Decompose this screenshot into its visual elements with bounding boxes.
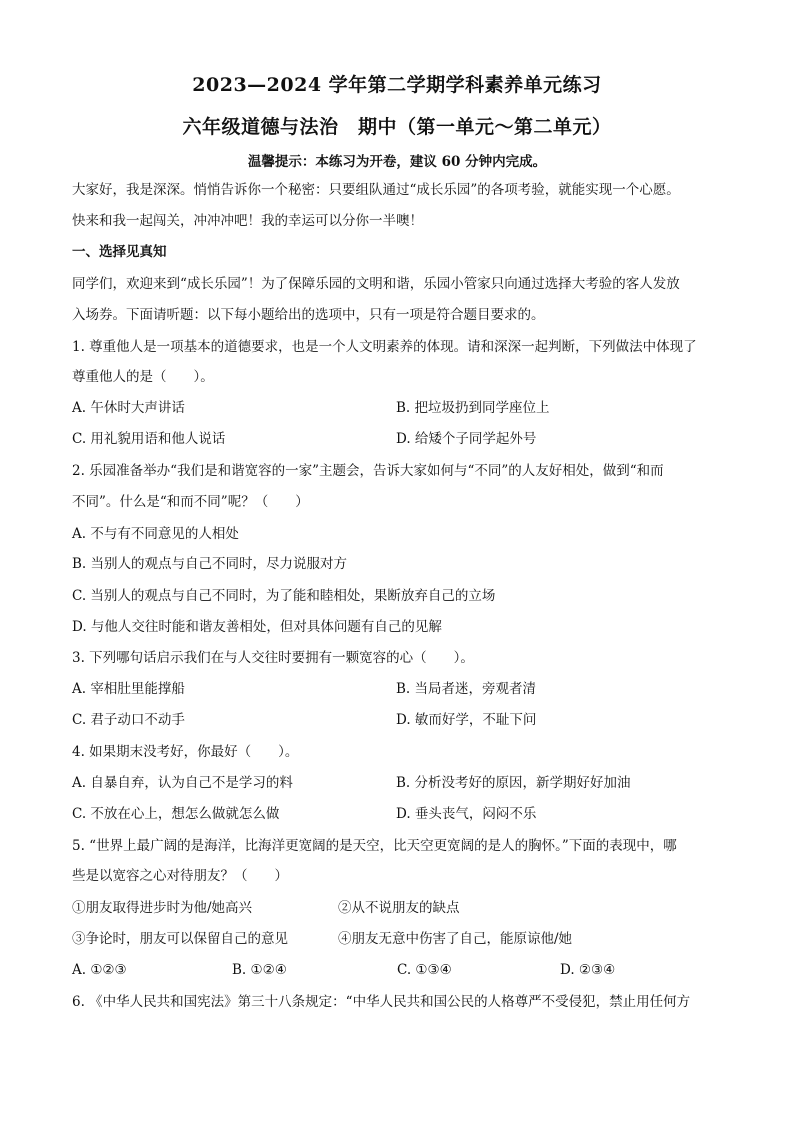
q1-option-a: A. 午休时大声讲话 bbox=[72, 400, 185, 416]
exam-title: 2023—2024 学年第二学期学科素养单元练习 bbox=[192, 74, 602, 96]
q5-statement-3: ③争论时，朋友可以保留自己的意见 bbox=[72, 931, 288, 947]
q1-stem-line-1: 1. 尊重他人是一项基本的道德要求，也是一个人文明素养的体现。请和深深一起判断，下列做法中体现了 bbox=[72, 339, 697, 355]
exam-subtitle: 六年级道德与法治 期中（第一单元～第二单元） bbox=[182, 116, 612, 138]
q1-option-b: B. 把垃圾扔到同学座位上 bbox=[396, 400, 550, 416]
q5-stem-line-1: 5. “世界上最广阔的是海洋，比海洋更宽阔的是天空，比天空更宽阔的是人的胸怀。”下面的表现中，哪 bbox=[72, 838, 677, 854]
q5-option-d: D. ②③④ bbox=[560, 962, 616, 978]
q2-option-d: D. 与他人交往时能和谐友善相处，但对具体问题有自己的见解 bbox=[72, 619, 442, 635]
q3-option-a: A. 宰相肚里能撑船 bbox=[72, 681, 185, 697]
q5-statement-1: ①朋友取得进步时为他/她高兴 bbox=[72, 900, 253, 916]
q3-option-c: C. 君子动口不动手 bbox=[72, 712, 185, 728]
q4-option-b: B. 分析没考好的原因，新学期好好加油 bbox=[396, 775, 631, 791]
section-desc-line-2: 入场券。下面请听题：以下每小题给出的选项中，只有一项是符合题目要求的。 bbox=[72, 307, 545, 323]
q1-stem-line-2: 尊重他人的是（ ）。 bbox=[72, 369, 214, 385]
q5-statement-4: ④朋友无意中伤害了自己，能原谅他/她 bbox=[338, 931, 573, 947]
intro-line-2: 快来和我一起闯关，冲冲冲吧！我的幸运可以分你一半噢！ bbox=[72, 213, 423, 229]
q5-option-a: A. ①②③ bbox=[72, 962, 127, 978]
reminder-tip: 温馨提示：本练习为开卷，建议 60 分钟内完成。 bbox=[247, 154, 547, 170]
q5-stem-line-2: 些是以宽容之心对待朋友？（ ） bbox=[72, 868, 288, 884]
q6-stem-line-1: 6. 《中华人民共和国宪法》第三十八条规定：“中华人民共和国公民的人格尊严不受侵犯，禁止用任何方 bbox=[72, 994, 691, 1010]
q2-stem-line-1: 2. 乐园准备举办“我们是和谐宽容的一家”主题会，告诉大家如何与“不同”的人友好相处，做到“和而 bbox=[72, 463, 664, 479]
q4-option-a: A. 自暴自弃，认为自己不是学习的料 bbox=[72, 775, 293, 791]
q2-stem-line-2: 不同”。什么是“和而不同”呢？（ ） bbox=[72, 494, 309, 510]
intro-line-1: 大家好，我是深深。悄悄告诉你一个秘密：只要组队通过“成长乐园”的各项考验，就能实现一个心愿。 bbox=[72, 182, 680, 198]
q1-option-c: C. 用礼貌用语和他人说话 bbox=[72, 431, 226, 447]
section-heading: 一、选择见真知 bbox=[72, 244, 167, 260]
q5-statement-2: ②从不说朋友的缺点 bbox=[338, 900, 460, 916]
q5-option-c: C. ①③④ bbox=[397, 962, 452, 978]
q4-option-d: D. 垂头丧气，闷闷不乐 bbox=[396, 806, 537, 822]
q5-option-b: B. ①②④ bbox=[232, 962, 287, 978]
section-desc-line-1: 同学们，欢迎来到“成长乐园”！为了保障乐园的文明和谐，乐园小管家只向通过选择大考验的客人发放 bbox=[72, 276, 680, 292]
q4-option-c: C. 不放在心上，想怎么做就怎么做 bbox=[72, 806, 280, 822]
q2-option-b: B. 当别人的观点与自己不同时，尽力说服对方 bbox=[72, 556, 348, 572]
q2-option-c: C. 当别人的观点与自己不同时，为了能和睦相处，果断放弃自己的立场 bbox=[72, 588, 496, 604]
q4-stem: 4. 如果期末没考好，你最好（ ）。 bbox=[72, 744, 299, 760]
q3-stem: 3. 下列哪句话启示我们在与人交往时要拥有一颗宽容的心（ ）。 bbox=[72, 650, 474, 666]
q3-option-d: D. 敏而好学，不耻下问 bbox=[396, 712, 537, 728]
q3-option-b: B. 当局者迷，旁观者清 bbox=[396, 681, 537, 697]
q1-option-d: D. 给矮个子同学起外号 bbox=[396, 431, 537, 447]
q2-option-a: A. 不与有不同意见的人相处 bbox=[72, 526, 239, 542]
